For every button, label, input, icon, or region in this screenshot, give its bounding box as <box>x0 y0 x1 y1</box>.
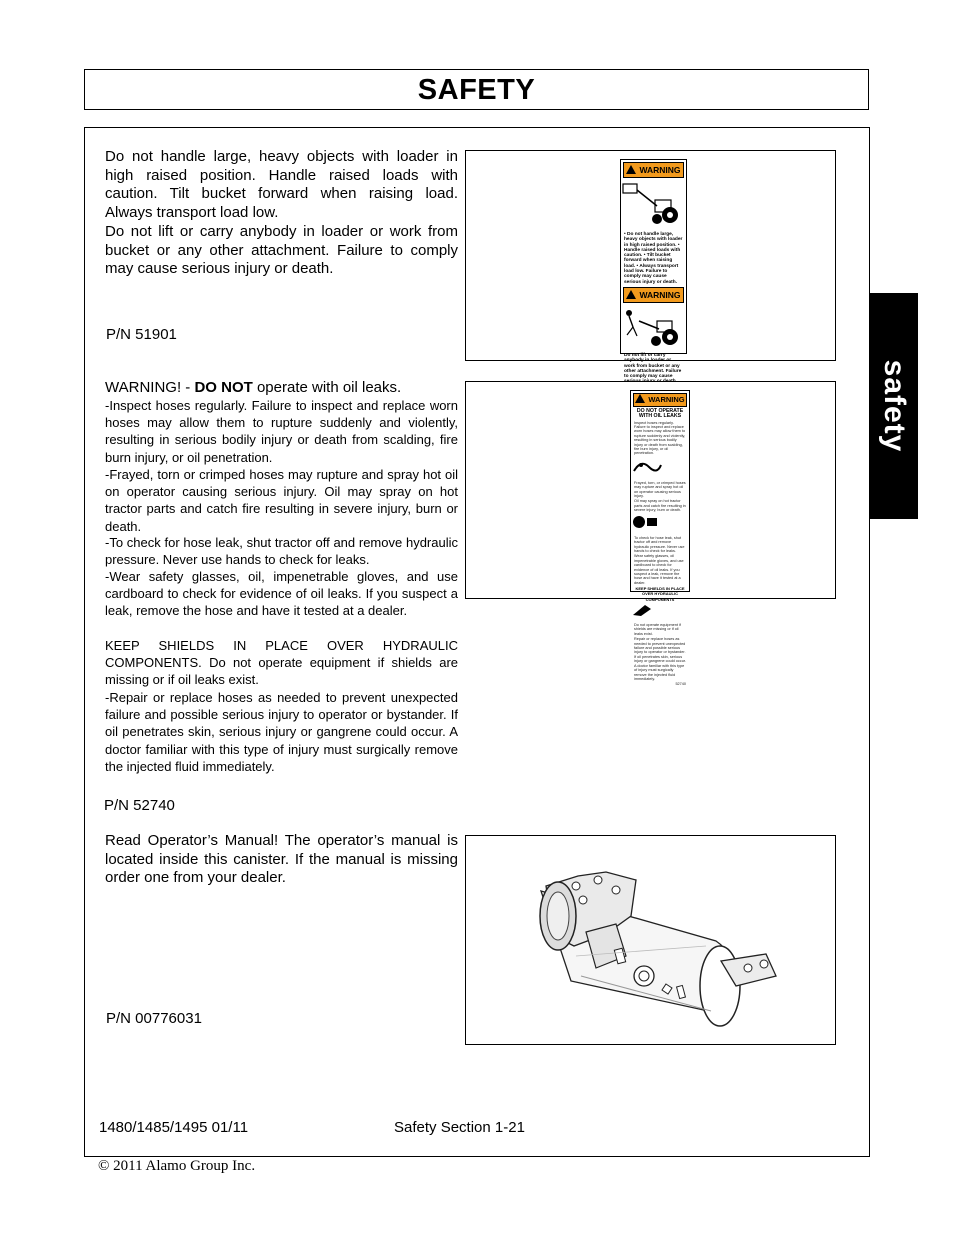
decal-52740-text-4: To check for hose leak, shut tractor off and remove hydraulic pressure. Never use hands to check for leaks. <box>634 535 685 553</box>
decal-52740-frame <box>465 381 836 687</box>
warning-banner: WARNING <box>623 162 684 178</box>
hand-injection-icon <box>631 603 687 617</box>
section2-part-number: P/N 52740 <box>104 797 175 814</box>
decal-52740-subtitle: DO NOT OPERATE WITH OIL LEAKS <box>636 408 684 420</box>
header-box <box>84 69 869 110</box>
decal-51901-text-2: Do not lift or carry anybody in loader or work from bucket or any other attachment. Failure to comply may cause <box>624 352 682 380</box>
oil-leak-item-1: -Inspect hoses regularly. Failure to inspect and replace worn hoses may allow them to rupture suddenly and violently, resulting in serious bodily injury or death from scalding, fire burn injury, or oil penetration. <box>105 398 458 465</box>
section-side-tab <box>869 293 918 519</box>
page-title: SAFETY <box>417 74 536 106</box>
oil-leak-item-5: KEEP SHIELDS IN PLACE OVER HYDRAULIC COMPONENTS. Do not operate equipment if shields are missing or if oil leaks exist. <box>105 638 458 688</box>
oil-leak-item-4: -Wear safety glasses, oil, impenetrable gloves, and use cardboard to check for evidence of oil leaks. If you suspect a leak, remove the hose and have it tested at a dealer. <box>105 569 458 619</box>
warning-triangle-icon <box>626 165 636 174</box>
decal-52740-text-6: Do not operate equipment if shields are missing or if oil leaks exist. <box>634 623 681 636</box>
rider-in-bucket-icon <box>621 305 684 347</box>
decal-52740-text-3: Oil may spray on hot tractor parts and catch fire resulting in severe injury, burn or death. <box>634 499 686 513</box>
decal-51901 <box>620 159 687 380</box>
footer-section: Safety Section 1-21 <box>394 1119 525 1136</box>
manual-canister-illustration <box>466 836 835 1044</box>
manual-canister-frame <box>465 835 836 1045</box>
decal-52740-shield-title: KEEP SHIELDS IN PLACE OVER HYDRAULIC COMPONENTS <box>635 586 685 602</box>
oil-leak-item-3: -To check for hose leak, shut tractor off and remove hydraulic pressure. Never use hands to check for leaks. <box>105 535 458 568</box>
section1-part-number: P/N 51901 <box>106 326 177 343</box>
side-tab-label: safety <box>877 359 911 453</box>
loader-overhead-load-icon <box>621 180 684 226</box>
warning-triangle-icon <box>626 290 636 299</box>
decal-52740-code: 52740 <box>675 682 686 687</box>
decal-52740-text-5: Wear safety glasses, oil impenetrable gloves, and use cardboard to check for evidence of oil leaks. If you suspect a leak, remove the hose and have it tested at a dealer. <box>634 554 684 585</box>
warning-triangle-icon <box>635 394 645 403</box>
decal-52740-text-7: Repair or replace hoses as needed to prevent unexpected failure and possible serious injury to operator or bystander. If oil penetrates skin, serious injury or gangrene could occur. A doctor familiar with this type of injury must surgically remove the injected fluid immediately. <box>634 637 686 681</box>
oil-leak-item-6: -Repair or replace hoses as needed to prevent unexpected failure and possible serious injury to operator or bystander. If oil penetrates skin, serious injury or gangrene could occur. A doctor familiar with this type of injury must surgically remove the injected fluid immediately. <box>105 690 458 774</box>
oil-leak-item-2: -Frayed, torn or crimped hoses may rupture and spray hot oil on operator causing serious injury. Oil may spray on hot tractor parts and catch fire resulting in severe injury, burn or death. <box>105 467 458 534</box>
footer-model-date: 1480/1485/1495 01/11 <box>99 1119 249 1136</box>
section3-paragraph: Read Operator’s Manual! The operator’s manual is located inside this canister. If the manual is missing order one from your dealer. <box>105 832 458 887</box>
decal-52740-text-1: Inspect hoses regularly. Failure to inspect and replace worn hoses may allow them to rupture suddenly and violently, resulting in serious bodily injury or death from scalding, fire burn injury, or oil penetration. <box>634 420 686 456</box>
decal-52740 <box>630 390 690 687</box>
section3-part-number: P/N 00776031 <box>106 1010 202 1027</box>
warning-banner: WARNING <box>623 287 684 303</box>
section1-paragraph-2: Do not lift or carry anybody in loader or work from bucket or any other attachment. Failure to comply may cause serious injury or death. <box>105 223 458 278</box>
oil-leak-warning-heading: WARNING! - DO NOT operate with oil leaks. <box>105 379 402 396</box>
decal-52740-text-2: Frayed, torn, or crimped hoses may rupture and spray hot oil on operator causing serious injury. <box>634 480 686 499</box>
tractor-shutoff-icon <box>631 514 687 530</box>
hose-spray-icon <box>631 457 687 475</box>
copyright: © 2011 Alamo Group Inc. <box>98 1158 256 1174</box>
decal-51901-frame <box>465 150 836 380</box>
section1-paragraph-1: Do not handle large, heavy objects with loader in high raised position. Handle raised loads with caution. Tilt bucket forward when raising load. Always transport load low. <box>105 148 458 222</box>
warning-banner: WARNING <box>633 393 687 407</box>
decal-51901-text-1: • Do not handle large, heavy objects with loader in high raised position. • Handle raised loads with caution. • Tilt bucket forward when raising load. • Always transport load low. Failure to comply may cause serious injury or death. <box>624 232 683 285</box>
